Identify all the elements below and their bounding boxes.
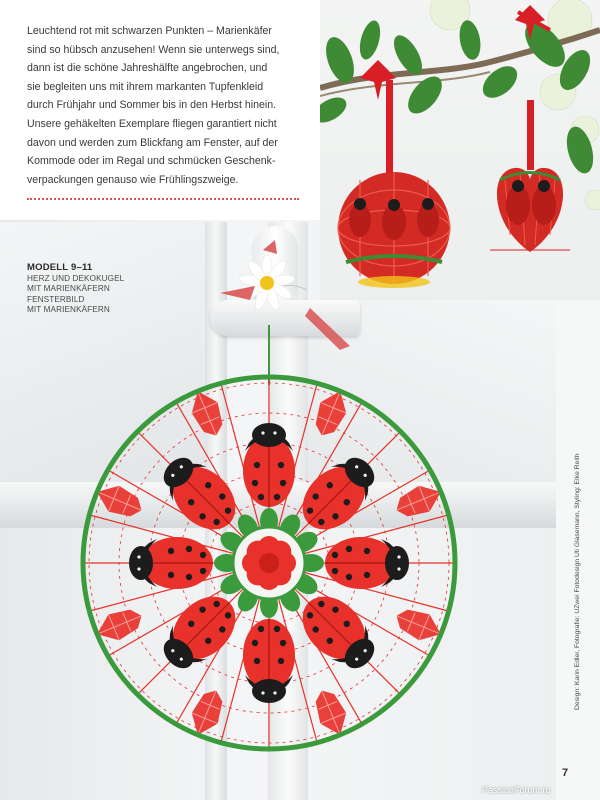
ornament-photo [320, 0, 600, 300]
caption-title: MODELL 9–11 [27, 262, 93, 273]
intro-line: durch Frühjahr und Sommer bis in den Herbst hinein. [27, 99, 277, 112]
daisy-flower-icon [239, 255, 296, 311]
page-number: 7 [562, 767, 569, 779]
watermark: PassionForum.ru [482, 785, 551, 795]
intro-text [27, 22, 302, 189]
intro-line: sind so hübsch anzusehen! Wenn sie unterwegs sind, [27, 43, 280, 56]
ladybug-icon [243, 423, 295, 507]
caption-line: HERZ UND DEKOKUGEL [27, 274, 125, 283]
caption-line: MIT MARIENKÄFERN [27, 305, 110, 315]
flower-center [259, 553, 279, 573]
ladybug-window-picture [75, 325, 465, 765]
credit-text: Design: Karin Edler, Fotografie: UZwei Fotodesign Uli Glasemann, Styling: Elke Reith [574, 453, 581, 710]
crochet-ball-ornament [338, 172, 450, 288]
intro-line: davon und werden zum Blickfang am Fenster, auf der [27, 136, 278, 149]
intro-line: dann ist die schöne Jahreshälfte angebrochen, und [27, 62, 268, 75]
caption-line: MIT MARIENKÄFERN [27, 284, 110, 294]
dotted-divider [27, 198, 299, 200]
red-ribbons [360, 5, 550, 180]
intro-line: sie begleiten uns mit ihrem markanten Tupfenkleid [27, 80, 264, 93]
ladybug-icon [243, 619, 295, 703]
ladybug-icon [129, 537, 213, 589]
model-caption [27, 262, 197, 316]
crochet-heart-ornament [490, 168, 570, 252]
intro-line: Leuchtend rot mit schwarzen Punkten – Marienkäfer [27, 25, 272, 37]
intro-line: Kommode oder im Regal und schmücken Geschenk- [27, 155, 276, 168]
photo-credit [574, 420, 588, 720]
intro-line: Unsere gehäkelten Exemplare fliegen garantiert nicht [27, 117, 277, 130]
intro-line: verpackungen genauso wie Frühlingszweige. [27, 173, 239, 186]
ornament-illustration [320, 0, 600, 300]
caption-line: FENSTERBILD [27, 294, 85, 304]
ladybug-icon [325, 537, 409, 589]
intro-panel [0, 0, 320, 220]
